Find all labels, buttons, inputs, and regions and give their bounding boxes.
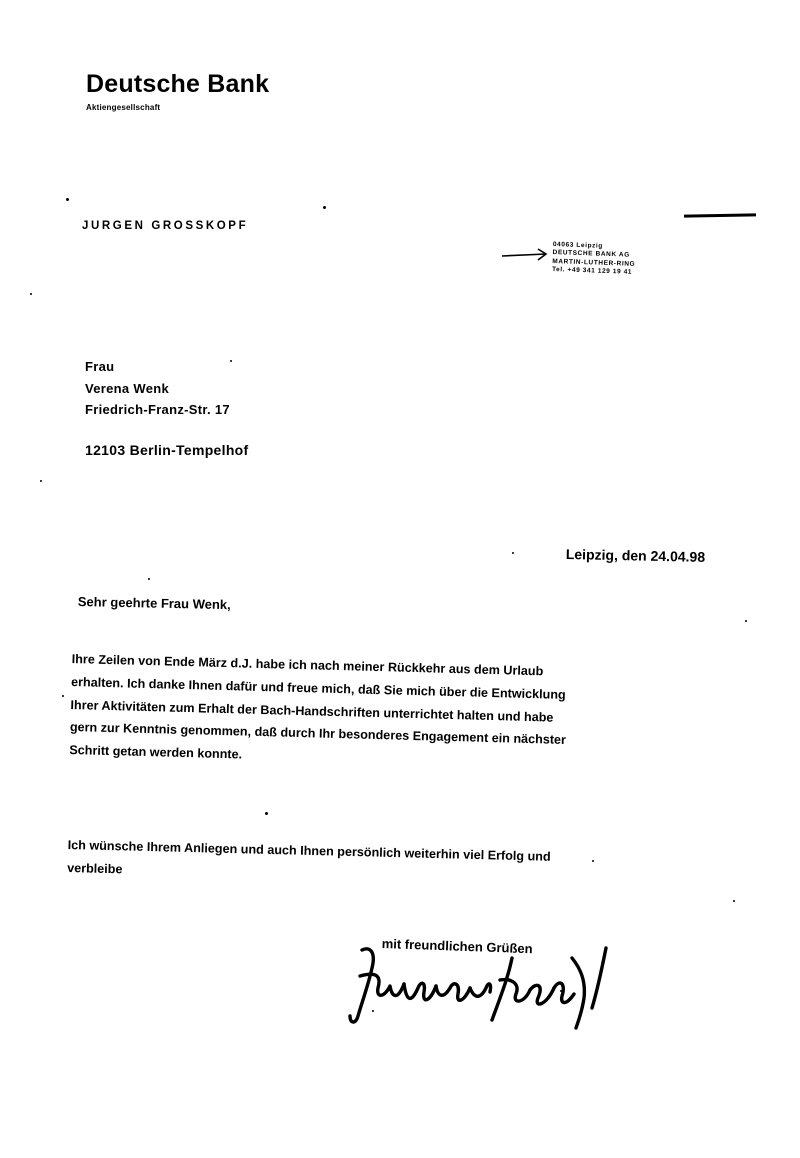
scan-speck	[40, 480, 42, 482]
scan-speck	[62, 695, 64, 697]
scan-speck	[323, 206, 326, 209]
letter-body	[69, 648, 732, 779]
closing-line: verbleibe	[67, 860, 123, 877]
recipient-street: Friedrich-Franz-Str. 17	[85, 402, 230, 417]
body-line: erhalten. Ich danke Ihnen dafür und freue mich, daß Sie mich über die Entwicklung	[70, 674, 566, 702]
scan-speck	[66, 198, 69, 201]
signature	[340, 928, 640, 1038]
body-line: Ihrer Aktivitäten zum Erhalt der Bach-Handschriften unterrichtet halten und habe	[70, 697, 554, 725]
scan-speck	[512, 552, 514, 554]
scan-speck	[30, 293, 32, 295]
recipient-city: 12103 Berlin-Tempelhof	[85, 442, 249, 458]
date-line: Leipzig, den 24.04.98	[565, 546, 706, 565]
bank-stamp	[552, 241, 636, 278]
stamp-line: MARTIN-LUTHER-RING	[552, 257, 636, 268]
letter-closing	[67, 834, 728, 896]
scan-speck	[745, 620, 747, 622]
stamp-line: DEUTSCHE BANK AG	[552, 249, 630, 260]
closing-line: Ich wünsche Ihrem Anliegen und auch Ihnen persönlich weiterhin viel Erfolg und	[67, 837, 551, 864]
recipient-name: Verena Wenk	[85, 381, 169, 396]
complimentary-close: mit freundlichen Grüßen	[381, 936, 533, 957]
scan-speck	[265, 812, 268, 815]
scan-speck	[230, 360, 232, 362]
recipient-salutation: Frau	[85, 359, 115, 374]
scan-speck	[592, 860, 594, 862]
arrow-icon	[500, 247, 550, 263]
bank-name: Deutsche Bank	[86, 70, 270, 98]
stamp-line: 04063 Leipzig	[552, 241, 604, 250]
sender-name: JURGEN GROSSKOPF	[82, 220, 249, 232]
bank-legal-form: Aktiengesellschaft	[86, 103, 161, 112]
scan-speck	[733, 900, 735, 902]
margin-rule	[684, 213, 756, 217]
scan-speck	[372, 1010, 374, 1012]
body-line: gern zur Kenntnis genommen, daß durch Ihr besonderes Engagement ein nächster	[69, 720, 567, 748]
scan-speck	[148, 578, 150, 580]
scan-speck	[560, 990, 562, 992]
body-line: Ihre Zeilen von Ende März d.J. habe ich nach meiner Rückkehr aus dem Urlaub	[71, 651, 544, 679]
salutation: Sehr geehrte Frau Wenk,	[77, 594, 231, 613]
body-line: Schritt getan werden konnte.	[69, 743, 243, 762]
stamp-line: Tel. +49 341 129 19 41	[551, 266, 633, 276]
